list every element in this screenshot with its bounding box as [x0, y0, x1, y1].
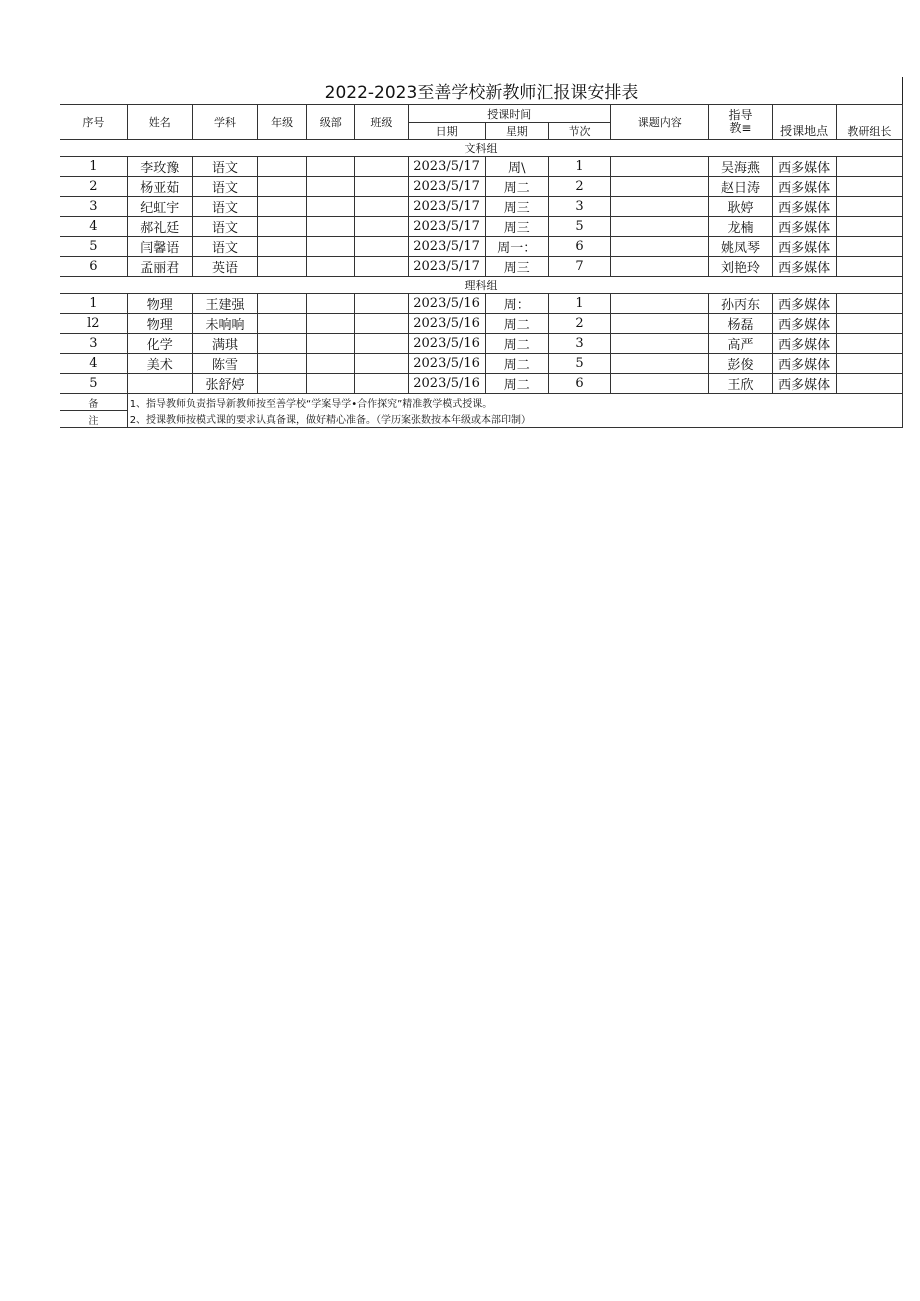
cell-seq: 4	[60, 217, 127, 237]
cell-date: 2023/5/17	[408, 217, 485, 237]
cell-dept	[307, 157, 355, 177]
notes-label-2: 注	[60, 411, 127, 428]
cell-mentor: 孙丙东	[709, 294, 772, 314]
cell-period: 2	[548, 177, 610, 197]
cell-date: 2023/5/16	[408, 334, 485, 354]
header-subject: 学科	[192, 105, 257, 140]
cell-topic	[611, 217, 709, 237]
cell-seq: 3	[60, 197, 127, 217]
cell-location: 西多媒体	[772, 217, 836, 237]
cell-mentor: 刘艳玲	[709, 257, 772, 277]
table-row	[60, 217, 903, 237]
cell-name: 化学	[127, 334, 192, 354]
cell-dept	[307, 294, 355, 314]
cell-location: 西多媒体	[772, 237, 836, 257]
cell-grade	[258, 157, 307, 177]
cell-period: 5	[548, 354, 610, 374]
group-name: 理科组	[60, 277, 903, 294]
cell-date: 2023/5/16	[408, 314, 485, 334]
cell-topic	[611, 334, 709, 354]
cell-grade	[258, 334, 307, 354]
cell-name: 李玫豫	[127, 157, 192, 177]
cell-class	[355, 334, 408, 354]
cell-dept	[307, 314, 355, 334]
cell-dept	[307, 354, 355, 374]
cell-class	[355, 197, 408, 217]
cell-weekday: 周二	[485, 334, 548, 354]
cell-dept	[307, 217, 355, 237]
header-period: 节次	[548, 123, 610, 140]
cell-mentor: 高严	[709, 334, 772, 354]
cell-date: 2023/5/17	[408, 237, 485, 257]
header-location: 授课地点	[772, 105, 836, 140]
cell-mentor: 杨磊	[709, 314, 772, 334]
cell-period: 1	[548, 157, 610, 177]
cell-location: 西多媒体	[772, 314, 836, 334]
header-mentor	[709, 105, 772, 140]
cell-weekday: 周三	[485, 217, 548, 237]
cell-date: 2023/5/16	[408, 354, 485, 374]
cell-subject: 未响响	[192, 314, 257, 334]
cell-location: 西多媒体	[772, 157, 836, 177]
cell-dept	[307, 197, 355, 217]
cell-subject: 王建强	[192, 294, 257, 314]
cell-mentor: 彭俊	[709, 354, 772, 374]
cell-seq: 2	[60, 177, 127, 197]
title-border	[902, 77, 903, 104]
cell-leader	[836, 314, 902, 334]
cell-seq: 3	[60, 334, 127, 354]
cell-dept	[307, 374, 355, 394]
cell-mentor: 龙楠	[709, 217, 772, 237]
cell-period: 6	[548, 374, 610, 394]
cell-class	[355, 157, 408, 177]
cell-weekday: 周二	[485, 374, 548, 394]
cell-seq: 4	[60, 354, 127, 374]
cell-period: 3	[548, 197, 610, 217]
header-date: 日期	[408, 123, 485, 140]
cell-subject: 英语	[192, 257, 257, 277]
cell-name	[127, 374, 192, 394]
table-row	[60, 157, 903, 177]
cell-leader	[836, 257, 902, 277]
cell-grade	[258, 257, 307, 277]
cell-date: 2023/5/16	[408, 374, 485, 394]
cell-topic	[611, 374, 709, 394]
cell-leader	[836, 157, 902, 177]
notes-label-1: 备	[60, 394, 127, 411]
cell-grade	[258, 237, 307, 257]
table-row	[60, 237, 903, 257]
cell-date: 2023/5/17	[408, 157, 485, 177]
cell-mentor: 王欣	[709, 374, 772, 394]
cell-subject: 张舒婷	[192, 374, 257, 394]
cell-leader	[836, 177, 902, 197]
cell-grade	[258, 217, 307, 237]
notes-line-1: 1、指导教师负责指导新教师按至善学校“学案导学•合作探究”精准教学模式授课。	[127, 394, 902, 411]
group-header-row	[60, 277, 903, 294]
cell-class	[355, 177, 408, 197]
header-topic: 课题内容	[611, 105, 709, 140]
cell-topic	[611, 257, 709, 277]
group-header-row	[60, 140, 903, 157]
cell-class	[355, 237, 408, 257]
cell-period: 7	[548, 257, 610, 277]
cell-grade	[258, 177, 307, 197]
cell-location: 西多媒体	[772, 354, 836, 374]
cell-class	[355, 257, 408, 277]
cell-topic	[611, 237, 709, 257]
header-weekday: 星期	[485, 123, 548, 140]
cell-subject: 语文	[192, 157, 257, 177]
cell-subject: 语文	[192, 197, 257, 217]
cell-location: 西多媒体	[772, 177, 836, 197]
header-grade: 年级	[258, 105, 307, 140]
header-mentor-line2: 教≡	[729, 121, 752, 135]
cell-leader	[836, 334, 902, 354]
header-class: 班级	[355, 105, 408, 140]
cell-period: 2	[548, 314, 610, 334]
cell-weekday: 周二	[485, 354, 548, 374]
header-mentor-line1: 指导	[728, 108, 753, 122]
cell-name: 美术	[127, 354, 192, 374]
table-row	[60, 334, 903, 354]
cell-topic	[611, 197, 709, 217]
table-row	[60, 197, 903, 217]
cell-weekday: 周\	[485, 157, 548, 177]
cell-seq: 1	[60, 294, 127, 314]
cell-leader	[836, 354, 902, 374]
page-title: 2022-2023至善学校新教师汇报课安排表	[324, 83, 639, 103]
header-name: 姓名	[127, 105, 192, 140]
cell-location: 西多媒体	[772, 197, 836, 217]
cell-mentor: 姚凤琴	[709, 237, 772, 257]
cell-grade	[258, 294, 307, 314]
cell-subject: 陈雪	[192, 354, 257, 374]
cell-subject: 语文	[192, 217, 257, 237]
cell-mentor: 耿婷	[709, 197, 772, 217]
cell-class	[355, 374, 408, 394]
cell-name: 物理	[127, 294, 192, 314]
cell-name: 纪虹宇	[127, 197, 192, 217]
table-row	[60, 374, 903, 394]
cell-weekday: 周三	[485, 197, 548, 217]
header-seq: 序号	[60, 105, 127, 140]
cell-date: 2023/5/17	[408, 257, 485, 277]
cell-grade	[258, 197, 307, 217]
cell-name: 杨亚茹	[127, 177, 192, 197]
header-time: 授课时间	[408, 105, 611, 123]
cell-seq: 5	[60, 374, 127, 394]
cell-topic	[611, 157, 709, 177]
cell-grade	[258, 374, 307, 394]
cell-class	[355, 314, 408, 334]
table-row	[60, 354, 903, 374]
cell-name: 孟丽君	[127, 257, 192, 277]
cell-class	[355, 354, 408, 374]
cell-dept	[307, 334, 355, 354]
cell-subject: 满琪	[192, 334, 257, 354]
cell-weekday: 周一：	[485, 237, 548, 257]
cell-period: 6	[548, 237, 610, 257]
cell-period: 1	[548, 294, 610, 314]
cell-dept	[307, 237, 355, 257]
cell-topic	[611, 177, 709, 197]
cell-leader	[836, 237, 902, 257]
cell-mentor: 吴海燕	[709, 157, 772, 177]
cell-period: 5	[548, 217, 610, 237]
cell-date: 2023/5/16	[408, 294, 485, 314]
cell-grade	[258, 354, 307, 374]
cell-period: 3	[548, 334, 610, 354]
cell-leader	[836, 294, 902, 314]
notes-line-2: 2、授课教师按模式课的要求认真备课，做好精心准备。（学历案张数按本年级或本部印制）	[127, 411, 902, 428]
cell-location: 西多媒体	[772, 374, 836, 394]
table-row	[60, 294, 903, 314]
cell-date: 2023/5/17	[408, 197, 485, 217]
cell-leader	[836, 217, 902, 237]
table-row	[60, 177, 903, 197]
table-row	[60, 257, 903, 277]
cell-seq: 6	[60, 257, 127, 277]
cell-class	[355, 217, 408, 237]
cell-date: 2023/5/17	[408, 177, 485, 197]
header-leader: 教研组长	[836, 105, 902, 140]
cell-name: 物理	[127, 314, 192, 334]
cell-subject: 语文	[192, 177, 257, 197]
notes-row	[60, 394, 903, 411]
cell-name: 闫馨语	[127, 237, 192, 257]
cell-seq: l2	[60, 314, 127, 334]
cell-dept	[307, 257, 355, 277]
schedule-table	[60, 104, 903, 428]
notes-row	[60, 411, 903, 428]
cell-grade	[258, 314, 307, 334]
cell-location: 西多媒体	[772, 294, 836, 314]
cell-topic	[611, 294, 709, 314]
cell-location: 西多媒体	[772, 257, 836, 277]
table-row	[60, 314, 903, 334]
group-name: 文科组	[60, 140, 903, 157]
cell-subject: 语文	[192, 237, 257, 257]
cell-class	[355, 294, 408, 314]
cell-seq: 5	[60, 237, 127, 257]
cell-leader	[836, 374, 902, 394]
cell-location: 西多媒体	[772, 334, 836, 354]
cell-name: 郝礼廷	[127, 217, 192, 237]
cell-topic	[611, 314, 709, 334]
cell-weekday: 周三	[485, 257, 548, 277]
cell-dept	[307, 177, 355, 197]
cell-mentor: 赵日涛	[709, 177, 772, 197]
cell-topic	[611, 354, 709, 374]
cell-leader	[836, 197, 902, 217]
cell-seq: 1	[60, 157, 127, 177]
header-dept: 级部	[307, 105, 355, 140]
cell-weekday: 周二	[485, 314, 548, 334]
cell-weekday: 周二	[485, 177, 548, 197]
cell-weekday: 周：	[485, 294, 548, 314]
